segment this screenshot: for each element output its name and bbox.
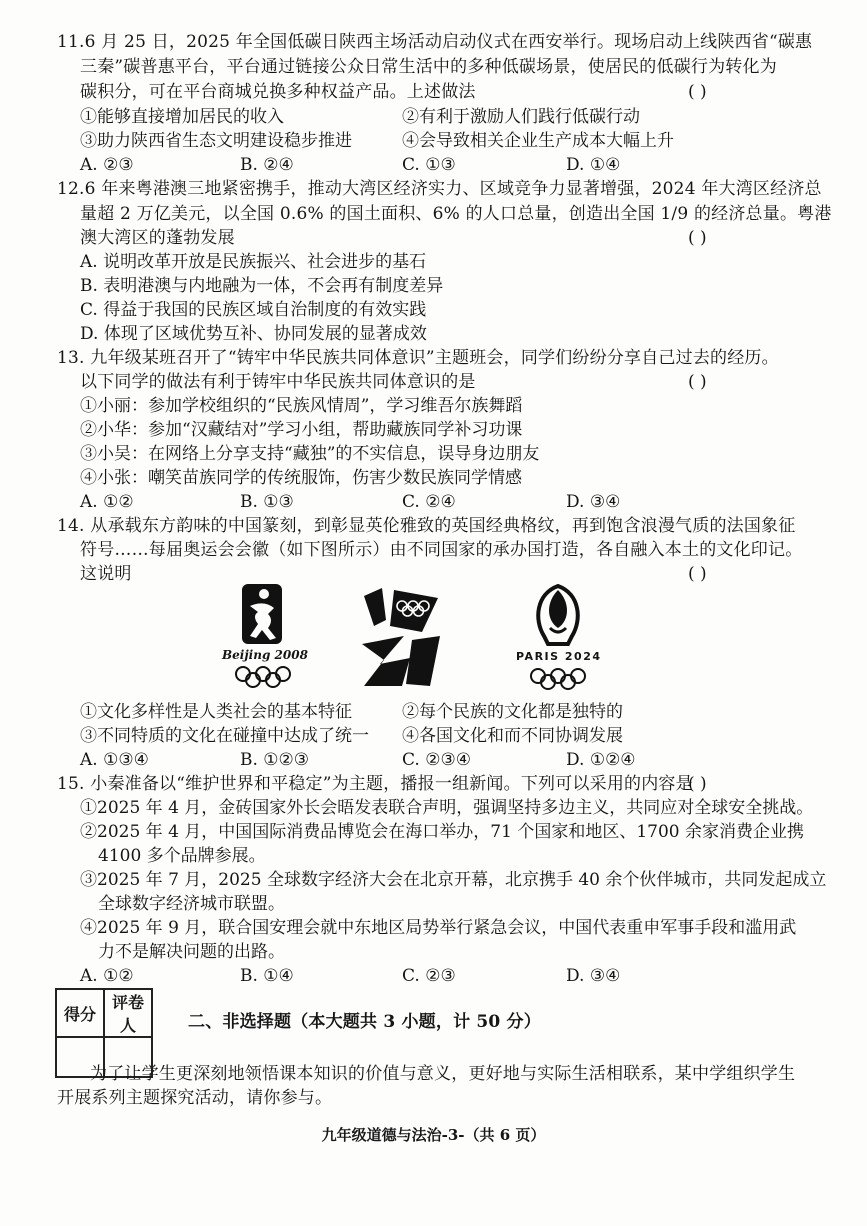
- q15-choice-c: C. ②③: [402, 966, 456, 986]
- q14-choice-a: A. ①③④: [80, 750, 149, 770]
- q14-line-1: 14. 从承载东方韵味的中国篆刻，到彰显英伦雅致的英国经典格纹，再到饱含浪漫气质的法国象征: [57, 516, 796, 536]
- beijing-2008-emblem: [218, 582, 308, 694]
- q15-item-4-cont: 力不是解决问题的出路。: [98, 942, 285, 962]
- score-header: 得分: [56, 989, 104, 1037]
- q11-choice-b: B. ②④: [240, 155, 294, 175]
- q13-choice-a: A. ①②: [80, 492, 134, 512]
- q14-item-1: ①文化多样性是人类社会的基本特征: [80, 702, 352, 722]
- q11-line-3: 碳积分，可在平台商城兑换多种权益产品。上述做法: [80, 82, 476, 102]
- q13-choice-d: D. ③④: [566, 492, 621, 512]
- q11-answer-bracket: ( ): [688, 82, 707, 102]
- q11-line-2: 三秦”碳普惠平台，平台通过链接公众日常生活中的多种低碳场景，使居民的低碳行为转化为: [80, 57, 777, 77]
- q14-item-2: ②每个民族的文化都是独特的: [402, 702, 623, 722]
- section-2-intro-line-1: 为了让学生更深刻地领悟课本知识的价值与意义，更好地与实际生活相联系，某中学组织学生: [90, 1064, 796, 1084]
- grader-header: 评卷人: [104, 989, 152, 1037]
- paris-flame-icon: [512, 584, 604, 650]
- section-2-intro-line-2: 开展系列主题探究活动，请你参与。: [57, 1088, 333, 1108]
- q15-item-2: ②2025 年 4 月，中国国际消费品博览会在海口举办，71 个国家和地区、1700 余家消费企业携: [80, 822, 804, 842]
- q12-line-2: 量超 2 万亿美元，以全国 0.6% 的国土面积、6% 的人口总量，创造出全国 1/9 的经济总量。粤港: [80, 204, 832, 224]
- q12-line-1: 12.6 年来粤港澳三地紧密携手，推动大湾区经济实力、区域竞争力显著增强，2024 年大湾区经济总: [57, 179, 822, 199]
- q14-item-4: ④各国文化和而不同协调发展: [402, 726, 623, 746]
- q13-item-4: ④小张：嘲笑苗族同学的传统服饰，伤害少数民族同学情感: [80, 468, 522, 488]
- london-wordmark: london: [370, 630, 398, 639]
- q15-choice-b: B. ①④: [240, 966, 294, 986]
- q14-item-3: ③不同特质的文化在碰撞中达成了统一: [80, 726, 369, 746]
- q15-line-1: 15. 小秦准备以“维护世界和平稳定”为主题，播报一组新闻。下列可以采用的内容是: [57, 774, 693, 794]
- q12-choice-a: A. 说明改革开放是民族振兴、社会进步的基石: [80, 252, 427, 272]
- london-2012-emblem: [360, 586, 442, 690]
- q12-answer-bracket: ( ): [688, 228, 707, 248]
- q13-choice-b: B. ①③: [240, 492, 294, 512]
- q13-answer-bracket: ( ): [688, 372, 707, 392]
- q11-item-1: ①能够直接增加居民的收入: [80, 107, 284, 127]
- q15-item-4: ④2025 年 9 月，联合国安理会就中东地区局势举行紧急会议，中国代表重申军事手段和滥用武: [80, 918, 797, 938]
- q15-item-2-cont: 4100 多个品牌参展。: [98, 846, 266, 866]
- q13-item-1: ①小丽：参加学校组织的“民族风情周”，学习维吾尔族舞蹈: [80, 396, 523, 416]
- q14-line-2: 符号……每届奥运会会徽（如下图所示）由不同国家的承办国打造，各自融入本土的文化印记。: [80, 540, 803, 560]
- q14-line-3: 这说明: [80, 564, 132, 584]
- q11-item-2: ②有利于激励人们践行低碳行动: [402, 107, 640, 127]
- q11-choice-d: D. ①④: [566, 155, 621, 175]
- q12-choice-c: C. 得益于我国的民族区域自治制度的有效实践: [80, 300, 427, 320]
- paris-2024-emblem: [512, 584, 604, 694]
- q11-item-3: ③助力陕西省生态文明建设稳步推进: [80, 131, 352, 151]
- olympic-rings-icon: [233, 666, 293, 688]
- q11-line-1: 11.6 月 25 日，2025 年全国低碳日陕西主场活动启动仪式在西安举行。现场启动上线陕西省“碳惠: [57, 32, 813, 52]
- olympic-rings-icon: [528, 668, 588, 690]
- q13-choice-c: C. ②④: [402, 492, 456, 512]
- q13-line-2: 以下同学的做法有利于铸牢中华民族共同体意识的是: [80, 372, 476, 392]
- q15-answer-bracket: ( ): [688, 774, 707, 794]
- q14-choice-d: D. ①②④: [566, 750, 636, 770]
- q15-item-3: ③2025 年 7 月，2025 全球数字经济大会在北京开幕，北京携手 40 余个伙伴城市，共同发起成立: [80, 870, 827, 890]
- q12-choice-b: B. 表明港澳与内地融为一体，不会再有制度差异: [80, 276, 444, 296]
- q14-answer-bracket: ( ): [688, 564, 707, 584]
- q11-choice-a: A. ②③: [80, 155, 134, 175]
- q13-item-3: ③小吴：在网络上分享支持“藏独”的不实信息，误导身边朋友: [80, 444, 540, 464]
- q12-choice-d: D. 体现了区域优势互补、协同发展的显著成效: [80, 324, 427, 344]
- beijing-wordmark: Beijing 2008: [222, 648, 308, 662]
- q15-choice-a: A. ①②: [80, 966, 134, 986]
- q13-line-1: 13. 九年级某班召开了“铸牢中华民族共同体意识”主题班会，同学们纷纷分享自己过去的经历。: [57, 348, 779, 368]
- q15-item-3-cont: 全球数字经济城市联盟。: [98, 894, 285, 914]
- q13-item-2: ②小华：参加“汉藏结对”学习小组，帮助藏族同学补习功课: [80, 420, 523, 440]
- paris-wordmark: PARIS 2024: [516, 650, 602, 663]
- q12-line-3: 澳大湾区的蓬勃发展: [80, 228, 235, 248]
- q14-choice-b: B. ①②③: [240, 750, 310, 770]
- q11-choice-c: C. ①③: [402, 155, 456, 175]
- page-footer: 九年级道德与法治-3-（共 6 页）: [321, 1126, 546, 1144]
- q14-choice-c: C. ②③④: [402, 750, 471, 770]
- section-2-heading: 二、非选择题（本大题共 3 小题，计 50 分）: [188, 1012, 541, 1032]
- q11-item-4: ④会导致相关企业生产成本大幅上升: [402, 131, 674, 151]
- q15-choice-d: D. ③④: [566, 966, 621, 986]
- q15-item-1: ①2025 年 4 月，金砖国家外长会晤发表联合声明，强调坚持多边主义，共同应对全球安全挑战。: [80, 798, 814, 818]
